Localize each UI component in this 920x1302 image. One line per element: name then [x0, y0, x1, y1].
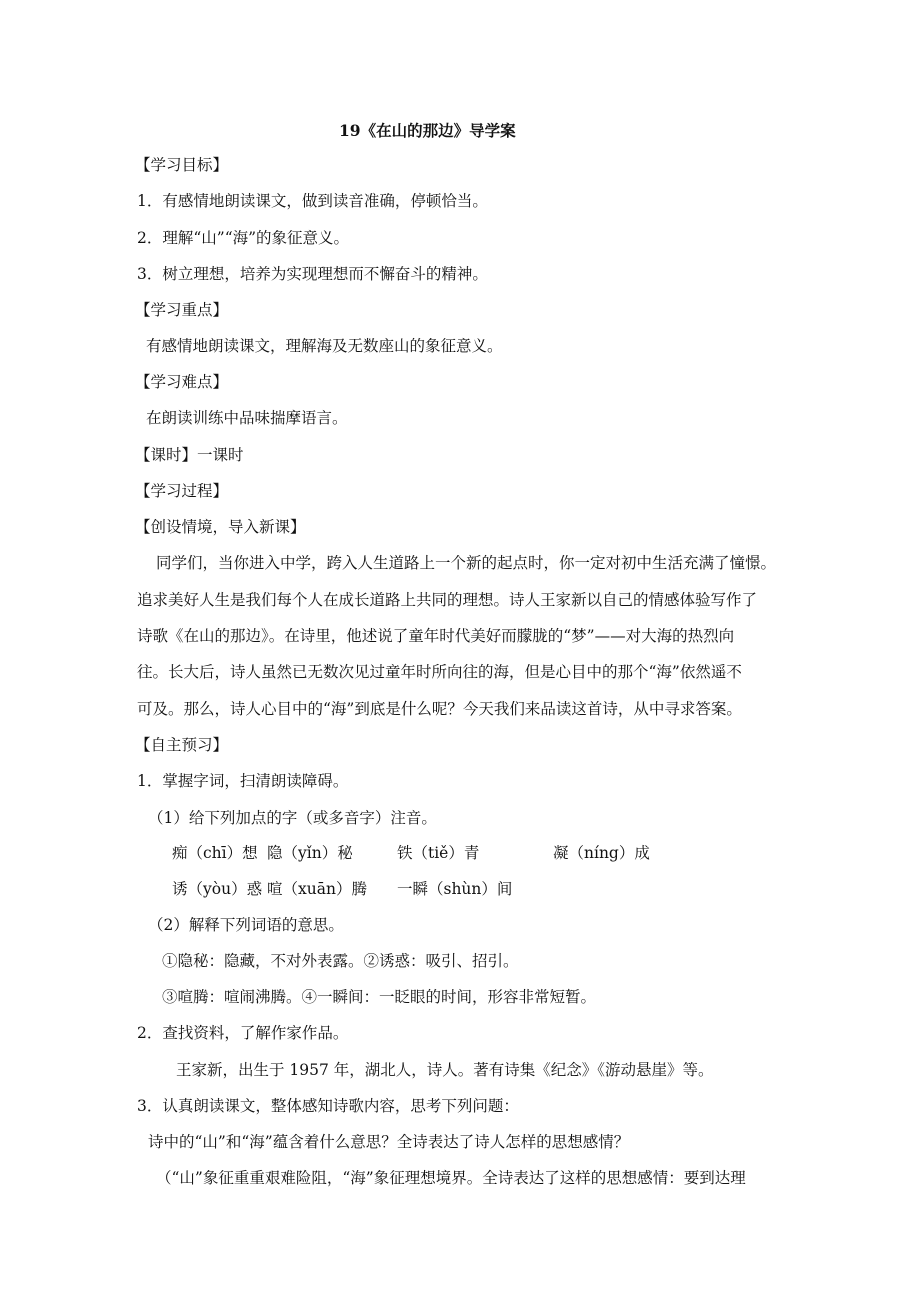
pinyin-item: 一瞬（shùn）间 — [397, 880, 513, 898]
definition-line: ③喧腾：喧闹沸腾。④一瞬间：一眨眼的时间，形容非常短暂。 — [162, 988, 597, 1006]
answer-3: （“山”象征重重艰难险阻，“海”象征理想境界。全诗表达了这样的思想感情：要到达理 — [156, 1169, 746, 1187]
section-heading-difficulty: 【学习难点】 — [135, 373, 229, 391]
period-heading: 【课时】 — [135, 446, 198, 464]
pinyin-item: 凝（níng）成 — [553, 844, 650, 862]
goal-item: 2．理解“山”“海”的象征意义。 — [137, 229, 350, 247]
question-1b: （2）解释下列词语的意思。 — [148, 916, 344, 934]
pinyin-item: 痴（chī）想 — [172, 844, 258, 862]
pinyin-item: 诱（yòu）惑 — [172, 880, 263, 898]
question-1a: （1）给下列加点的字（或多音字）注音。 — [148, 809, 437, 827]
intro-line: 同学们，当你进入中学，跨入人生道路上一个新的起点时，你一定对初中生活充满了憧憬。 — [156, 554, 777, 572]
intro-line: 可及。那么，诗人心目中的“海”到底是什么呢？今天我们来品读这首诗，从中寻求答案。 — [137, 700, 742, 718]
pinyin-item: 喧（xuān）腾 — [267, 880, 367, 898]
question-1: 1．掌握字词，扫清朗读障碍。 — [137, 772, 349, 790]
answer-2: 王家新，出生于 1957 年，湖北人，诗人。著有诗集《纪念》《游动悬崖》等。 — [176, 1061, 714, 1079]
goal-item: 3．树立理想，培养为实现理想而不懈奋斗的精神。 — [137, 265, 488, 283]
period-text: 一课时 — [197, 446, 244, 464]
focus-text: 有感情地朗读课文，理解海及无数座山的象征意义。 — [146, 337, 503, 355]
difficulty-text: 在朗读训练中品味揣摩语言。 — [146, 409, 348, 427]
section-heading-preview: 【自主预习】 — [135, 736, 229, 754]
definition-line: ①隐秘：隐藏，不对外表露。②诱惑：吸引、招引。 — [162, 952, 519, 970]
goal-item: 1．有感情地朗读课文，做到读音准确，停顿恰当。 — [137, 192, 488, 210]
intro-line: 诗歌《在山的那边》。在诗里，他述说了童年时代美好而朦胧的“梦”——对大海的热烈向 — [137, 627, 735, 645]
section-heading-intro: 【创设情境，导入新课】 — [135, 518, 306, 536]
period-line — [135, 445, 244, 465]
pinyin-item: 隐（yǐn）秘 — [267, 844, 353, 862]
intro-line: 往。长大后，诗人虽然已无数次见过童年时所向往的海，但是心目中的那个“海”依然遥不 — [137, 663, 742, 681]
question-3: 3．认真朗读课文，整体感知诗歌内容，思考下列问题： — [137, 1097, 519, 1115]
section-heading-focus: 【学习重点】 — [135, 301, 229, 319]
section-heading-process: 【学习过程】 — [135, 482, 229, 500]
question-3a: 诗中的“山”和“海”蕴含着什么意思？全诗表达了诗人怎样的思想感情？ — [148, 1133, 630, 1151]
question-2: 2．查找资料，了解作家作品。 — [137, 1024, 349, 1042]
intro-line: 追求美好人生是我们每个人在成长道路上共同的理想。诗人王家新以自己的情感体验写作了 — [137, 591, 758, 609]
section-heading-goals: 【学习目标】 — [135, 156, 229, 174]
page-title: 19《在山的那边》导学案 — [339, 121, 516, 140]
pinyin-item: 铁（tiě）青 — [397, 844, 480, 862]
